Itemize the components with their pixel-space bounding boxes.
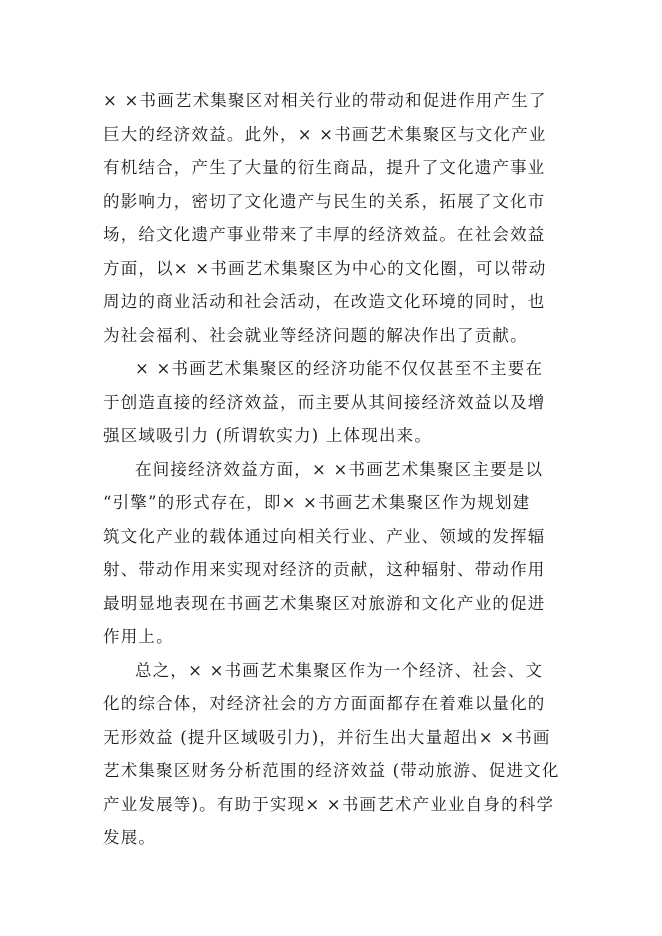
paragraph-4-line-5: 产业发展等)。有助于实现× ×书画艺术产业业自身的科学	[103, 795, 555, 814]
paragraph-3-line-6: 作用上。	[103, 627, 174, 646]
paragraph-4-line-6: 发展。	[103, 828, 157, 847]
paragraph-2-line-1: × ×书画艺术集聚区的经济功能不仅仅甚至不主要在	[135, 359, 544, 378]
paragraph-1-line-1: × ×书画艺术集聚区对相关行业的带动和促进作用产生了	[103, 91, 547, 110]
paragraph-3-line-1: 在间接经济效益方面，× ×书画艺术集聚区主要是以	[135, 460, 544, 479]
paragraph-4-line-4: 艺术集聚区财务分析范围的经济效益 (带动旅游、促进文化	[103, 761, 560, 780]
paragraph-4-line-3: 无形效益 (提升区域吸引力)，并衍生出大量超出× ×书画	[103, 728, 551, 747]
paragraph-1-line-6: 方面，以× ×书画艺术集聚区为中心的文化圈，可以带动	[103, 259, 547, 278]
paragraph-3-line-3: 筑文化产业的载体通过向相关行业、产业、领域的发挥辐	[103, 527, 546, 546]
paragraph-2-line-3: 强区域吸引力 (所谓软实力) 上体现出来。	[103, 426, 433, 445]
paragraph-1-line-4: 的影响力，密切了文化遗产与民生的关系，拓展了文化市	[103, 192, 546, 211]
paragraph-1-line-5: 场，给文化遗产事业带来了丰厚的经济效益。在社会效益	[103, 225, 546, 244]
paragraph-4-line-2: 化的综合体，对经济社会的方方面面都存在着难以量化的	[103, 694, 546, 713]
paragraph-3-line-2: “引擎”的形式存在，即× ×书画艺术集聚区作为规划建	[103, 493, 531, 512]
paragraph-1-line-2: 巨大的经济效益。此外，× ×书画艺术集聚区与文化产业	[103, 125, 547, 144]
paragraph-1-line-8: 为社会福利、社会就业等经济问题的解决作出了贡献。	[103, 326, 528, 345]
paragraph-3-line-5: 最明显地表现在书画艺术集聚区对旅游和文化产业的促进	[103, 594, 546, 613]
paragraph-1-line-3: 有机结合，产生了大量的衍生商品，提升了文化遗产事业	[103, 158, 546, 177]
paragraph-1-line-7: 周边的商业活动和社会活动，在改造文化环境的同时，也	[103, 292, 546, 311]
paragraph-4-line-1: 总之，× ×书画艺术集聚区作为一个经济、社会、文	[135, 661, 544, 680]
paragraph-3-line-4: 射、带动作用来实现对经济的贡献，这种辐射、带动作用	[103, 560, 546, 579]
paragraph-2-line-2: 于创造直接的经济效益，而主要从其间接经济效益以及增	[103, 393, 546, 412]
